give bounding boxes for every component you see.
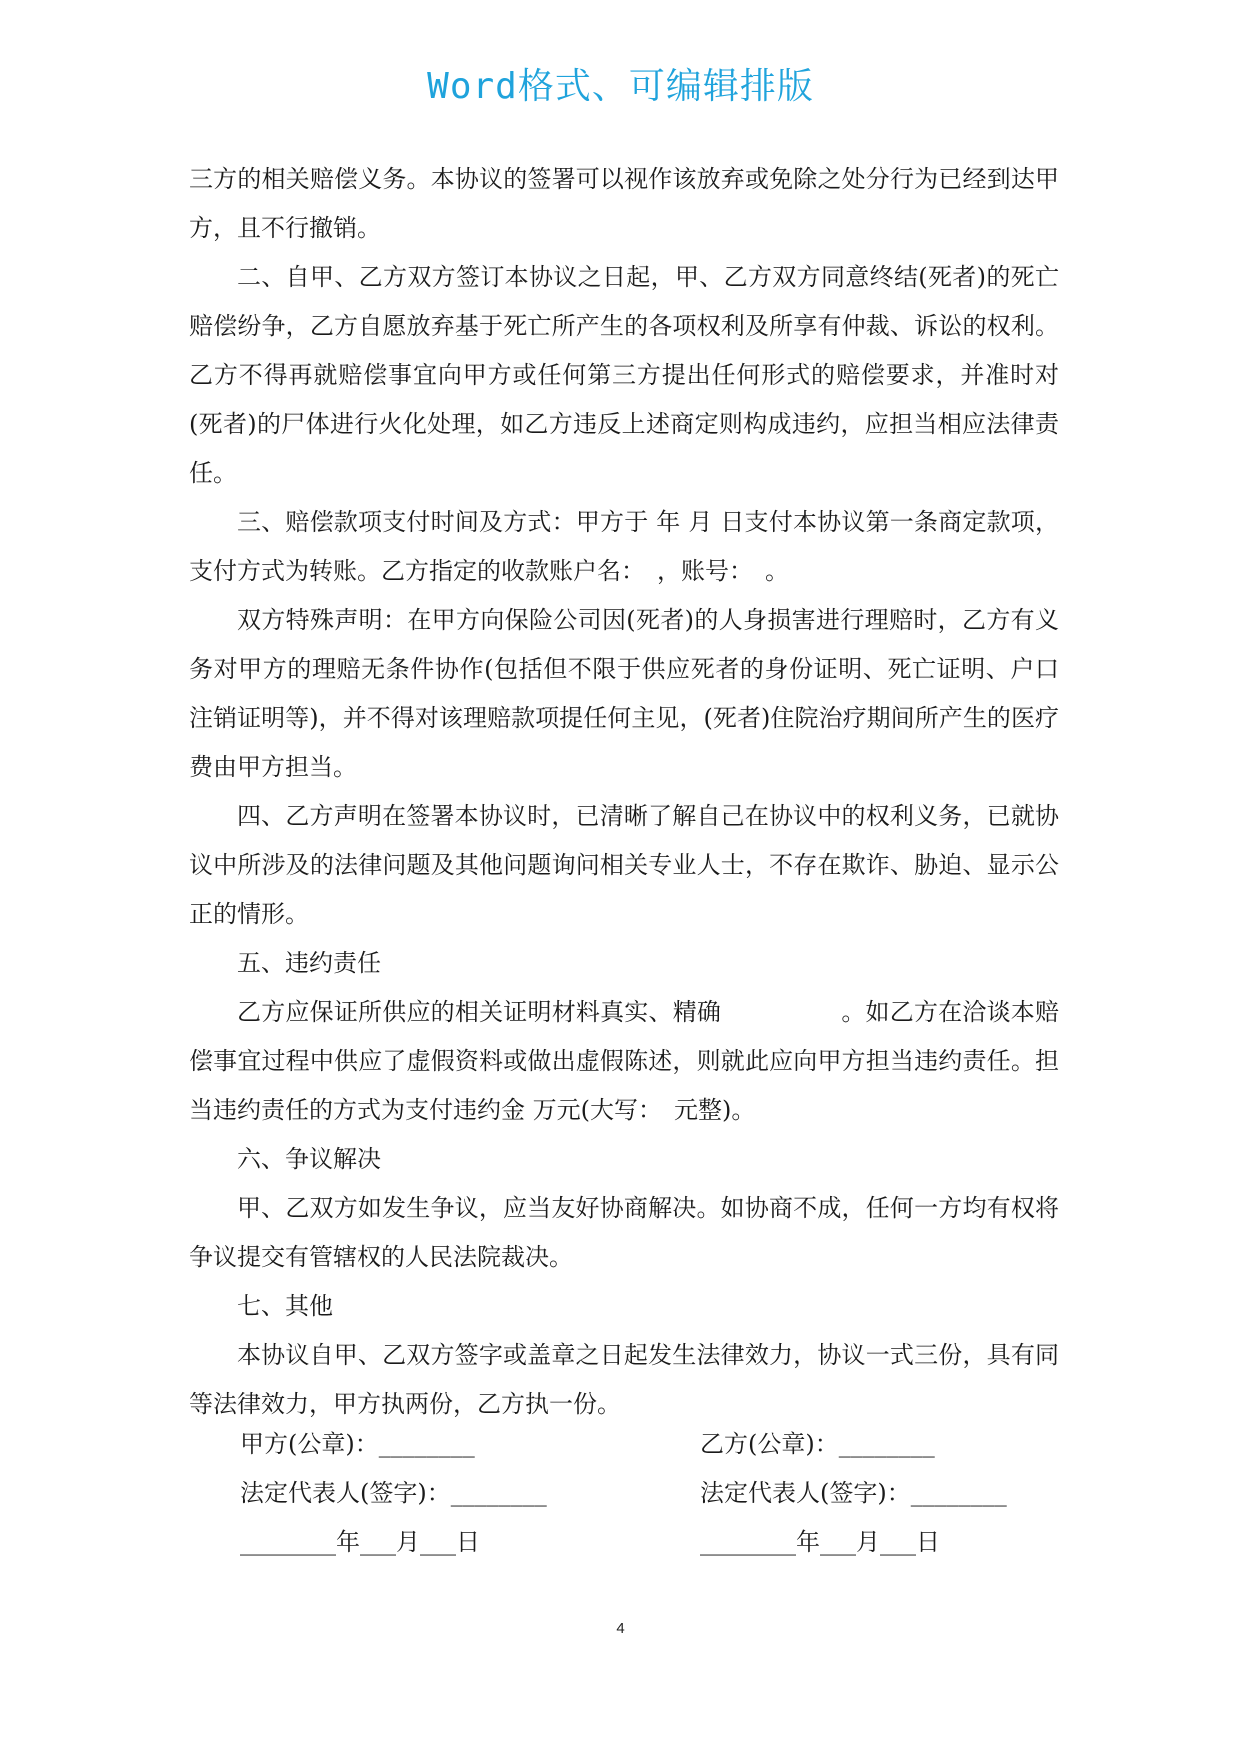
page-number: 4 (616, 1620, 625, 1637)
heading-breach-liability: 五、违约责任 (237, 949, 381, 977)
party-a-seal-line: 甲方(公章)：________ (240, 1430, 475, 1458)
paragraph-breach-liability (189, 988, 1059, 1135)
party-a-representative-line: 法定代表人(签字)：________ (240, 1479, 547, 1507)
party-a-date-line: ________年___月___日 (240, 1528, 480, 1556)
breach-text-part-1: 乙方应保证所供应的相关证明材料真实、精确 (237, 998, 722, 1026)
paragraph-clause-2: 二、自甲、乙方双方签订本协议之日起，甲、乙方双方同意终结(死者)的死亡赔偿纷争，乙方自愿放弃基于死亡所产生的各项权利及所享有仲裁、诉讼的权利。乙方不得再就赔偿事宜向甲方或任何第三方提出任何形式的赔偿要求，并准时对(死者)的尸体进行火化处理，如乙方违反上述商定则构成违约，应担当相应法律责任。 (189, 263, 1059, 487)
paragraph-clause-3: 三、赔偿款项支付时间及方式：甲方于 年 月 日支付本协议第一条商定款项，支付方式为转账。乙方指定的收款账户名： ，账号： 。 (189, 508, 1059, 585)
heading-dispute-resolution: 六、争议解决 (237, 1145, 381, 1173)
paragraph-other: 本协议自甲、乙双方签字或盖章之日起发生法律效力，协议一式三份，具有同等法律效力，甲方执两份，乙方执一份。 (189, 1341, 1059, 1418)
document-header-title: Word格式、可编辑排版 (427, 66, 814, 107)
party-b-date-line: ________年___月___日 (700, 1528, 940, 1556)
paragraph-clause-4: 四、乙方声明在签署本协议时，已清晰了解自己在协议中的权利义务，已就协议中所涉及的法律问题及其他问题询问相关专业人士，不存在欺诈、胁迫、显示公正的情形。 (189, 802, 1059, 928)
party-b-representative-line: 法定代表人(签字)：________ (700, 1479, 1007, 1507)
document-body (189, 155, 1059, 1429)
paragraph-dispute-resolution: 甲、乙双方如发生争议，应当友好协商解决。如协商不成，任何一方均有权将争议提交有管辖权的人民法院裁决。 (189, 1194, 1059, 1271)
breach-text-part-2: 。如乙方在洽谈本赔偿事宜过程中供应了虚假资料或做出虚假陈述，则就此应向甲方担当违约责任。担当违约责任的方式为支付违约金 万元(大写： 元整)。 (189, 998, 1060, 1124)
paragraph-special-statement: 双方特殊声明：在甲方向保险公司因(死者)的人身损害进行理赔时，乙方有义务对甲方的理赔无条件协作(包括但不限于供应死者的身份证明、死亡证明、户口注销证明等)，并不得对该理赔款项提任何主见，(死者)住院治疗期间所产生的医疗费由甲方担当。 (189, 606, 1059, 781)
heading-other: 七、其他 (237, 1292, 333, 1320)
paragraph-continuation: 三方的相关赔偿义务。本协议的签署可以视作该放弃或免除之处分行为已经到达甲方，且不行撤销。 (189, 165, 1059, 242)
party-b-seal-line: 乙方(公章)：________ (700, 1430, 935, 1458)
